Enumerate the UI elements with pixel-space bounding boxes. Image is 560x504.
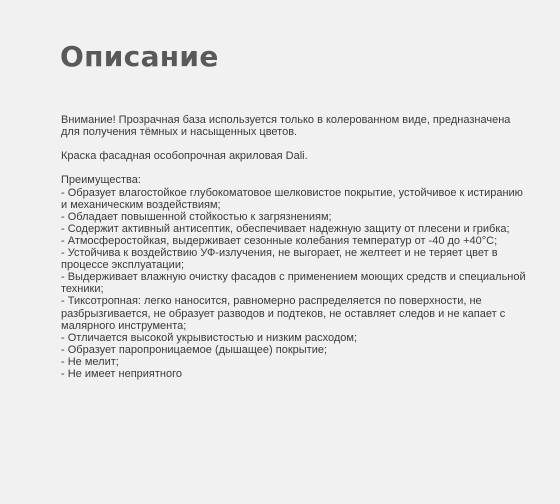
- benefits-list: [61, 187, 531, 381]
- benefit-item: - Содержит активный антисептик, обеспечивает надежную защиту от плесени и грибка;: [61, 222, 510, 235]
- product-name-text: Краска фасадная особопрочная акриловая Dali.: [61, 150, 308, 163]
- section-title: Описание: [60, 40, 219, 73]
- benefit-item: - Образует влагостойкое глубокоматовое шелковистое покрытие, устойчивое к истиранию и механическим воздействиям;: [61, 186, 523, 211]
- benefit-item: - Атмосферостойкая, выдерживает сезонные колебания температур от -40 до +40°С;: [61, 234, 498, 247]
- benefit-item: - Устойчива к воздействию УФ-излучения, не выгорает, не желтеет и не теряет цвет в процессе эксплуатации;: [61, 247, 498, 272]
- benefit-item: - Образует паропроницаемое (дышащее) покрытие;: [61, 343, 328, 356]
- benefit-item: - Обладает повышенной стойкостью к загрязнениям;: [61, 210, 332, 223]
- benefit-item: - Отличается высокой укрывистостью и низким расходом;: [61, 331, 358, 344]
- notice-text: Внимание! Прозрачная база используется только в колерованном виде, предназначена для получения тёмных и насыщенных цветов.: [61, 114, 511, 139]
- paragraph-gap: [61, 162, 531, 174]
- benefit-item: - Тиксотропная: легко наносится, равномерно распределяется по поверхности, не разбрызгивается, не образует разводов и подтеков, не оставляет следов и не капает с малярного инструмента;: [61, 295, 506, 332]
- benefits-heading: Преимущества:: [61, 174, 141, 187]
- benefit-item: - Не имеет неприятного: [61, 367, 182, 380]
- paragraph-gap: [61, 138, 531, 150]
- description-body: [61, 114, 531, 380]
- benefit-item: - Выдерживает влажную очистку фасадов с применением моющих средств и специальной техники;: [61, 271, 526, 296]
- benefit-item: - Не мелит;: [61, 355, 119, 368]
